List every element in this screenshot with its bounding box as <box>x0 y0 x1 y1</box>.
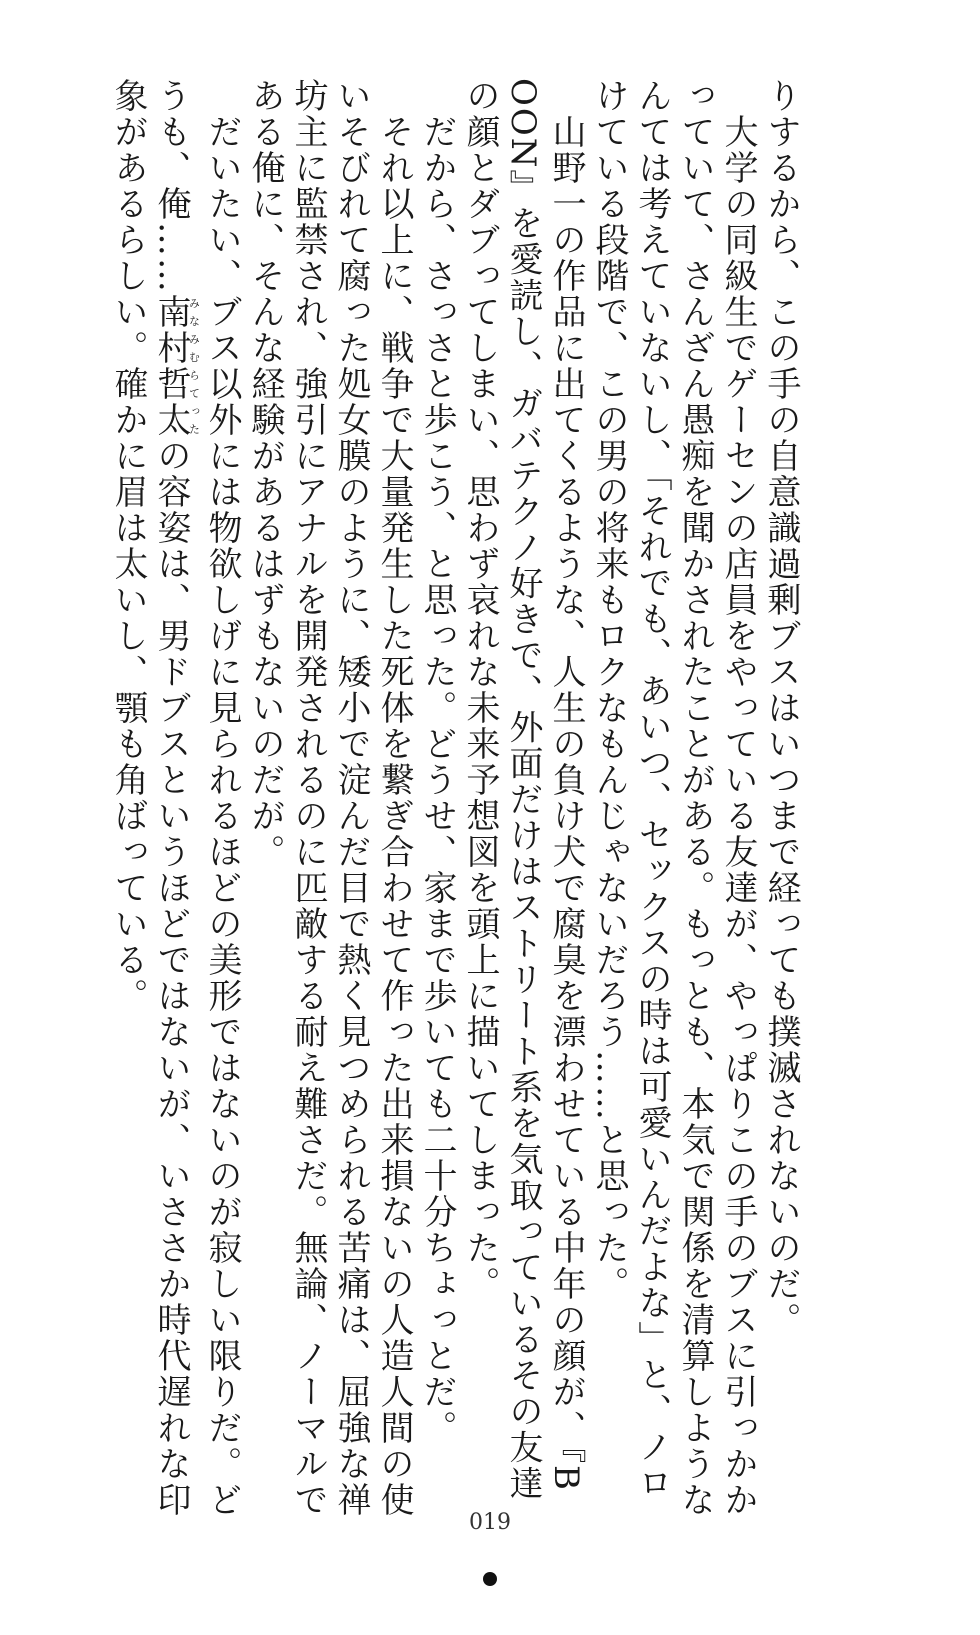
text-line: っていて、さんざん愚痴を聞かされたことがある。もっとも、本気で関係を清算しような <box>675 78 715 1518</box>
text-line: 大学の同級生でゲーセンの店員をやっている友達が、やっぱりこの手のブスに引っかか <box>718 78 758 1518</box>
text-line: けている段階で、この男の将来もロクなもんじゃないだろう……と思った。 <box>589 78 629 1302</box>
text-line: りするから、この手の自意識過剰ブスはいつまで経っても撲滅されないのだ。 <box>761 78 801 1338</box>
text-line: ある俺に、そんな経験があるはずもないのだが。 <box>245 78 285 870</box>
text-line: 山野一の作品に出てくるような、人生の負け犬で腐臭を漂わせている中年の顔が、『B <box>546 78 586 1492</box>
ruby-reading: みなみむらてった <box>187 294 201 438</box>
text-line-ruby <box>149 78 201 1518</box>
text-line: 坊主に監禁され、強引にアナルを開発されるのに匹敵する耐え難さだ。無論、ノーマルで <box>288 78 328 1518</box>
ruby-base: 南村哲太 <box>151 294 191 438</box>
text-line: だいたい、ブス以外には物欲しげに見られるほどの美形ではないのが寂しい限りだ。ど <box>202 78 242 1518</box>
page-marker-dot <box>483 1572 497 1586</box>
body-text <box>108 78 802 1518</box>
text-line: だから、さっさと歩こう、と思った。どうせ、家まで歩いても二十分ちょっとだ。 <box>417 78 457 1446</box>
text-line: の顔とダブってしまい、思わず哀れな未来予想図を頭上に描いてしまった。 <box>460 78 500 1302</box>
text-line: んては考えていないし、「それでも、あいつ、セックスの時は可愛いんだよな」と、ノロ <box>632 78 672 1501</box>
text-line: それ以上に、戦争で大量発生した死体を繋ぎ合わせて作った出来損ないの人造人間の使 <box>374 78 414 1518</box>
text-line: OON』を愛読し、ガバテクノ好きで、外面だけはストリート系を気取っているその友達 <box>503 78 543 1502</box>
text-line: 象があるらしい。確かに眉は太いし、顎も角ばっている。 <box>108 78 148 1014</box>
text-segment: の容姿は、男ドブスというほどではないが、いささか時代遅れな印 <box>151 438 191 1518</box>
page-number: 019 <box>469 1510 511 1535</box>
name-ruby <box>151 294 201 438</box>
text-line: いそびれて腐った処女膜のように、矮小で淀んだ目で熱く見つめられる苦痛は、屈強な禅 <box>331 78 371 1518</box>
text-segment: うも、俺…… <box>151 78 191 294</box>
